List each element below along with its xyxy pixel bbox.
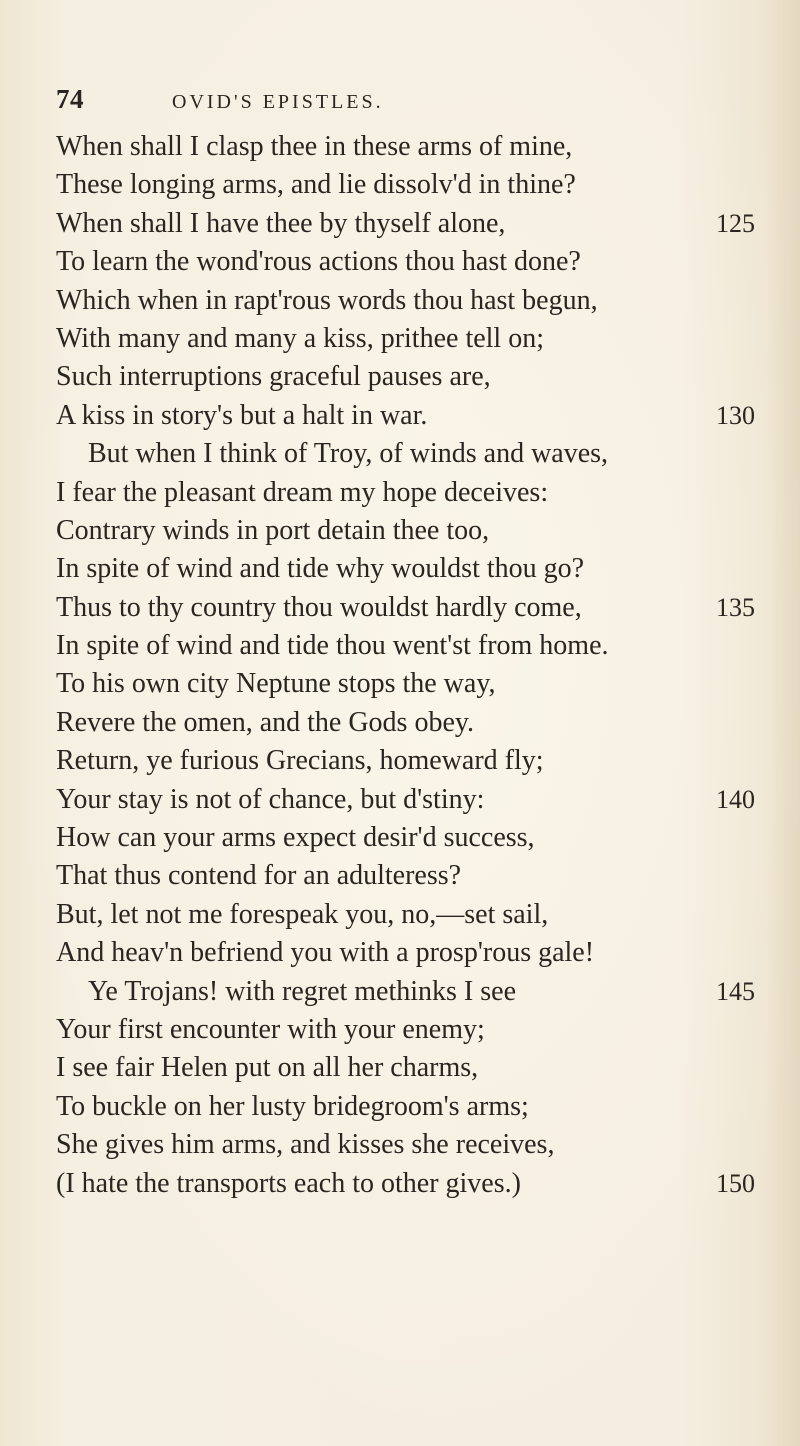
verse-line xyxy=(56,627,796,665)
verse-text: And heav'n befriend you with a prosp'rous gale! xyxy=(56,937,595,969)
verse-text: She gives him arms, and kisses she receives, xyxy=(56,1129,555,1161)
verse-text: With many and many a kiss, prithee tell on; xyxy=(56,322,544,354)
verse-line xyxy=(56,512,796,550)
verse-line xyxy=(56,973,796,1011)
verse-line xyxy=(56,781,796,819)
verse-text: In spite of wind and tide thou went'st from home. xyxy=(56,630,609,662)
verse-line xyxy=(56,589,796,627)
line-number: 150 xyxy=(716,1168,755,1198)
verse-block xyxy=(56,128,796,1203)
verse-text: Your stay is not of chance, but d'stiny: xyxy=(56,783,485,815)
verse-line xyxy=(56,1088,796,1126)
verse-line xyxy=(56,1049,796,1087)
verse-line xyxy=(56,243,796,281)
verse-text: I see fair Helen put on all her charms, xyxy=(56,1052,479,1084)
verse-text: To buckle on her lusty bridegroom's arms; xyxy=(56,1090,529,1122)
verse-line xyxy=(56,358,796,396)
verse-text: In spite of wind and tide why wouldst thou go? xyxy=(56,553,585,585)
verse-text: A kiss in story's but a halt in war. xyxy=(56,399,428,431)
verse-text: To learn the wond'rous actions thou hast done? xyxy=(56,246,581,278)
verse-line xyxy=(56,435,796,473)
verse-line xyxy=(56,1126,796,1164)
verse-text: These longing arms, and lie dissolv'd in thine? xyxy=(56,169,576,201)
verse-text: When shall I have thee by thyself alone, xyxy=(56,207,506,239)
verse-line xyxy=(56,474,796,512)
line-number: 130 xyxy=(716,400,755,430)
verse-line xyxy=(56,857,796,895)
verse-line xyxy=(56,934,796,972)
verse-text: Such interruptions graceful pauses are, xyxy=(56,361,491,393)
verse-text: That thus contend for an adulteress? xyxy=(56,860,462,892)
verse-line xyxy=(56,665,796,703)
verse-text: But, let not me forespeak you, no,—set sail, xyxy=(56,898,549,930)
verse-text: Thus to thy country thou wouldst hardly come, xyxy=(56,591,582,623)
verse-text: Ye Trojans! with regret methinks I see xyxy=(88,975,517,1007)
verse-line xyxy=(56,397,796,435)
verse-text: Your first encounter with your enemy; xyxy=(56,1013,485,1045)
line-number: 140 xyxy=(716,784,755,814)
verse-line xyxy=(56,205,796,243)
verse-text: But when I think of Troy, of winds and waves, xyxy=(88,438,609,470)
verse-line xyxy=(56,819,796,857)
verse-text: When shall I clasp thee in these arms of mine, xyxy=(56,131,573,162)
verse-text: How can your arms expect desir'd success, xyxy=(56,822,535,854)
verse-line xyxy=(56,704,796,742)
page-number: 74 xyxy=(56,84,84,114)
verse-line xyxy=(56,1165,796,1203)
verse-text: Revere the omen, and the Gods obey. xyxy=(56,706,475,738)
verse-text: I fear the pleasant dream my hope deceives: xyxy=(56,476,549,508)
verse-text: (I hate the transports each to other gives.) xyxy=(56,1167,521,1199)
line-number: 125 xyxy=(716,208,755,238)
verse-line xyxy=(56,550,796,588)
verse-line xyxy=(56,282,796,320)
line-number: 145 xyxy=(716,976,755,1006)
verse-text: To his own city Neptune stops the way, xyxy=(56,668,496,700)
verse-text: Contrary winds in port detain thee too, xyxy=(56,514,490,546)
verse-line xyxy=(56,128,796,166)
verse-line xyxy=(56,320,796,358)
verse-text: Which when in rapt'rous words thou hast begun, xyxy=(56,284,598,316)
page-header xyxy=(56,84,756,124)
line-number: 135 xyxy=(716,592,755,622)
verse-line xyxy=(56,1011,796,1049)
verse-text: Return, ye furious Grecians, homeward fly; xyxy=(56,745,544,777)
verse-line xyxy=(56,166,796,204)
verse-line xyxy=(56,896,796,934)
verse-line xyxy=(56,742,796,780)
running-title: OVID'S EPISTLES. xyxy=(172,91,384,113)
